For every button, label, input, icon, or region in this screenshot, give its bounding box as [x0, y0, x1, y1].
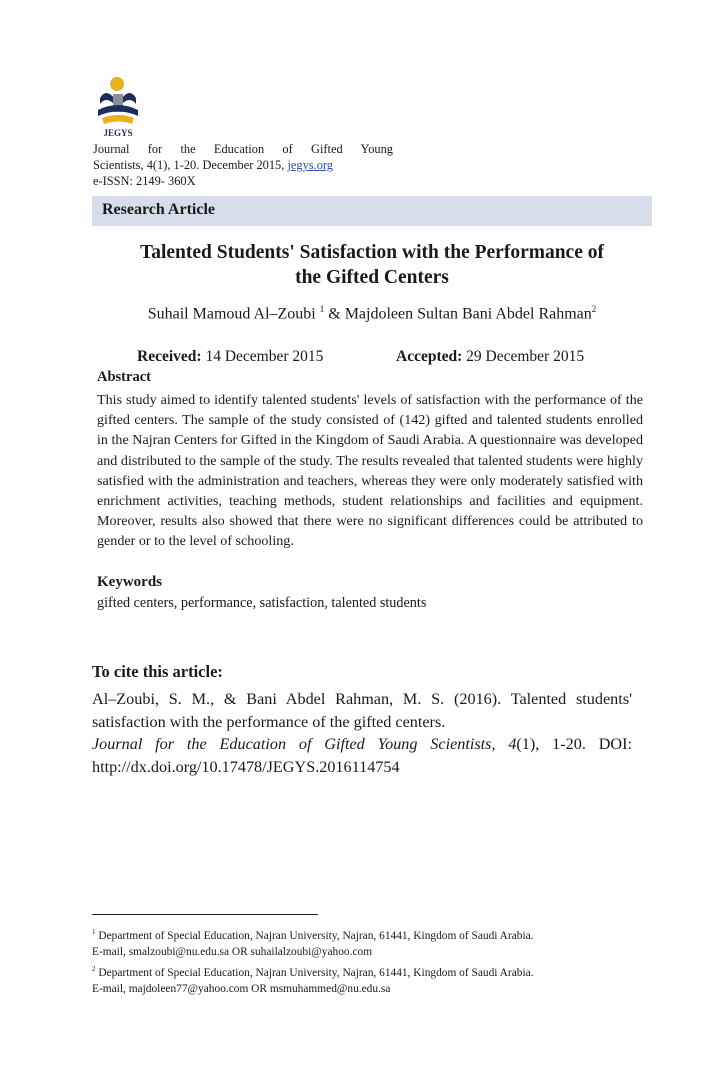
journal-info [93, 141, 393, 189]
logo-text: JEGYS [103, 128, 133, 138]
cite-heading: To cite this article: [92, 662, 223, 681]
journal-issue: Scientists, 4(1), 1-20. December 2015, jegys.org [93, 158, 333, 172]
abstract-heading: Abstract [97, 369, 151, 385]
footnote-1: $^1$ Department of Special Education, Najran University, Najran, 61441, Kingdom of Saudi Arabia. E-mail, smalzoubi@nu.edu.sa OR suhailalzoubi@yahoo.com [92, 928, 534, 959]
keywords-heading: Keywords [97, 574, 162, 590]
article-type: Research Article [102, 201, 215, 218]
footnotes [92, 924, 652, 998]
footnote-2: $^2$ Department of Special Education, Najran University, Najran, 61441, Kingdom of Saudi Arabia. E-mail, majdoleen77@yahoo.com OR msmuhammed@nu.edu.sa [92, 964, 534, 996]
abstract-text: This study aimed to identify talented students' levels of satisfaction with the performance of the gifted centers. The sample of the study consisted of (142) gifted and talented students enrolled in the Najran Centers for Gifted in the Kingdom of Saudi Arabia. A questionnaire was developed and distributed to the sample of the study. The results revealed that talented students were highly satisfied with the administration and teachers, whereas they were only moderately satisfied with enrichment activities, teaching methods, student relationships and facilities and equipment. Moreover, results also showed that there were no significant differences could be attributed to gender or to the level of schooling. [97, 392, 643, 550]
journal-site-link[interactable]: jegys.org [287, 158, 333, 172]
received-date: Received: 14 December 2015 [137, 348, 324, 365]
journal-name: Journal for the Education of Gifted Young [93, 142, 393, 156]
accepted-date: Accepted: 29 December 2015 [396, 348, 585, 365]
author-2: Majdoleen Sultan Bani Abdel Rahman [344, 305, 592, 323]
jegys-logo [92, 74, 144, 140]
journal-eissn: e-ISSN: 2149- 360X [93, 174, 196, 188]
citation-volume: 4 [508, 735, 517, 753]
citation-journal: Journal for the Education of Gifted Young Scientists, [92, 735, 496, 753]
author-1-affiliation: 1 [319, 304, 325, 314]
citation-doi: http://dx.doi.org/10.17478/JEGYS.2016114754 [92, 757, 400, 776]
author-1: Suhail Mamoud Al–Zoubi [147, 305, 316, 323]
keywords-text: gifted centers, performance, satisfaction, talented students [97, 595, 427, 611]
article-type-band [92, 196, 652, 226]
author-list: Suhail Mamoud Al–Zoubi $^1$ & Majdoleen Sultan Bani Abdel Rahman$^2$ [147, 304, 597, 323]
citation: Al–Zoubi, S. M., & Bani Abdel Rahman, M. S. (2016). Talented students' satisfaction with the performance of the gifted centers. Journal for the Education of Gifted Young Scientists, 4(1), 1-20. DOI: http://dx.doi.org/10.17478/JEGYS.2016114754 [92, 690, 632, 776]
footnote-divider [92, 914, 318, 915]
author-2-affiliation: 2 [591, 304, 597, 314]
article-title: Talented Students' Satisfaction with the Performance of the Gifted Centers [139, 242, 604, 288]
